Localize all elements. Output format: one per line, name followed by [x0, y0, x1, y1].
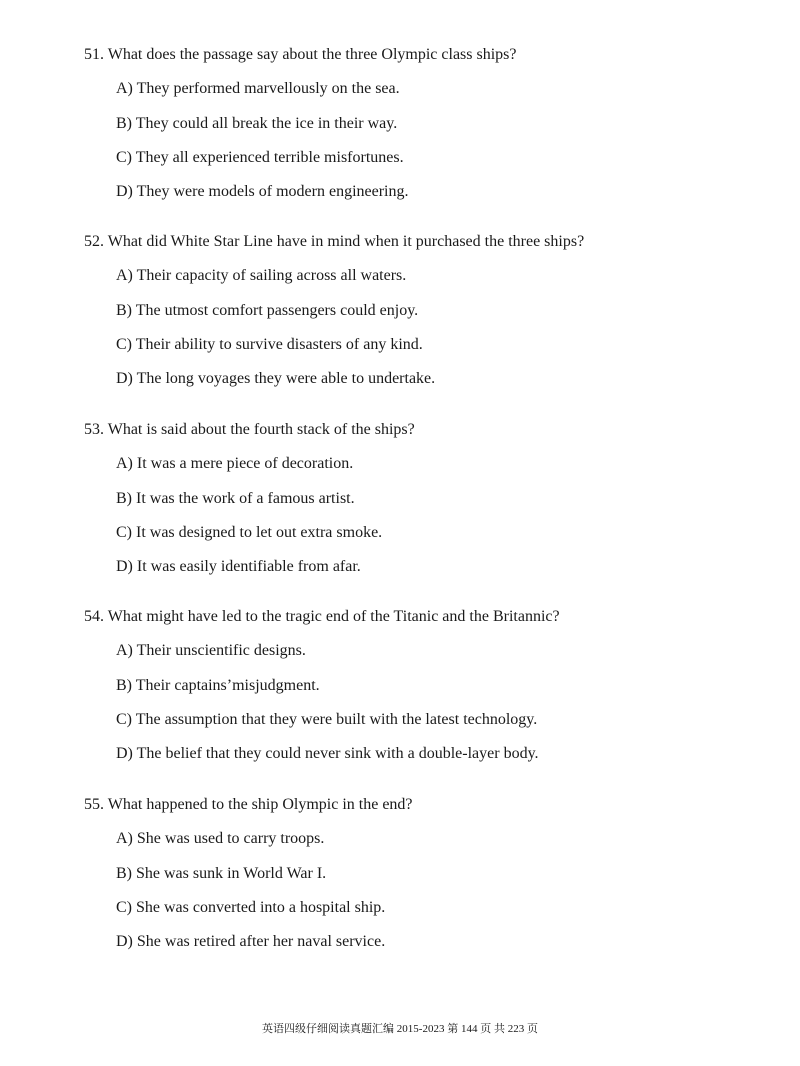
- question-52: [84, 232, 764, 389]
- page-footer: [0, 1022, 800, 1036]
- option-c: C) It was designed to let out extra smoke.: [116, 523, 383, 541]
- option-b: B) They could all break the ice in their way.: [116, 114, 398, 132]
- question-stem: [84, 795, 764, 815]
- question-number: 52.: [84, 233, 104, 250]
- question-text: What did White Star Line have in mind when it purchased the three ships?: [107, 233, 585, 250]
- option-c: C) Their ability to survive disasters of any kind.: [116, 335, 423, 353]
- option-c: C) She was converted into a hospital ship.: [116, 898, 386, 916]
- option-a: A) They performed marvellously on the sea.: [116, 80, 400, 98]
- question-stem: [84, 420, 764, 440]
- question-stem: [84, 232, 764, 252]
- question-text: What happened to the ship Olympic in the end?: [107, 796, 413, 813]
- option-d: D) The long voyages they were able to undertake.: [116, 370, 436, 388]
- option-d: D) They were models of modern engineering.: [116, 183, 409, 201]
- option-d: D) It was easily identifiable from afar.: [116, 558, 361, 576]
- footer-text: 英语四级仔细阅读真题汇编 2015-2023 第 144 页 共 223 页: [262, 1023, 538, 1035]
- option-b: B) She was sunk in World War I.: [116, 864, 327, 882]
- option-b: B) It was the work of a famous artist.: [116, 489, 355, 507]
- option-a: A) Their unscientific designs.: [116, 642, 306, 660]
- question-text: What might have led to the tragic end of the Titanic and the Britannic?: [107, 608, 560, 625]
- question-53: [84, 420, 764, 577]
- option-a: A) Their capacity of sailing across all waters.: [116, 267, 407, 285]
- question-51: [84, 45, 764, 202]
- question-54: [84, 607, 764, 764]
- question-text: What is said about the fourth stack of the ships?: [107, 421, 415, 438]
- question-number: 51.: [84, 46, 104, 63]
- question-number: 53.: [84, 421, 104, 438]
- option-d: D) The belief that they could never sink with a double-layer body.: [116, 745, 539, 763]
- question-text: What does the passage say about the three Olympic class ships?: [107, 46, 517, 63]
- option-a: A) It was a mere piece of decoration.: [116, 455, 354, 473]
- question-55: [84, 795, 764, 952]
- question-stem: [84, 45, 764, 65]
- question-stem: [84, 607, 764, 627]
- question-number: 55.: [84, 796, 104, 813]
- option-c: C) The assumption that they were built with the latest technology.: [116, 710, 538, 728]
- option-b: B) The utmost comfort passengers could enjoy.: [116, 301, 419, 319]
- option-b: B) Their captains’misjudgment.: [116, 676, 320, 694]
- question-number: 54.: [84, 608, 104, 625]
- option-c: C) They all experienced terrible misfortunes.: [116, 148, 404, 166]
- option-d: D) She was retired after her naval service.: [116, 933, 386, 951]
- option-a: A) She was used to carry troops.: [116, 830, 325, 848]
